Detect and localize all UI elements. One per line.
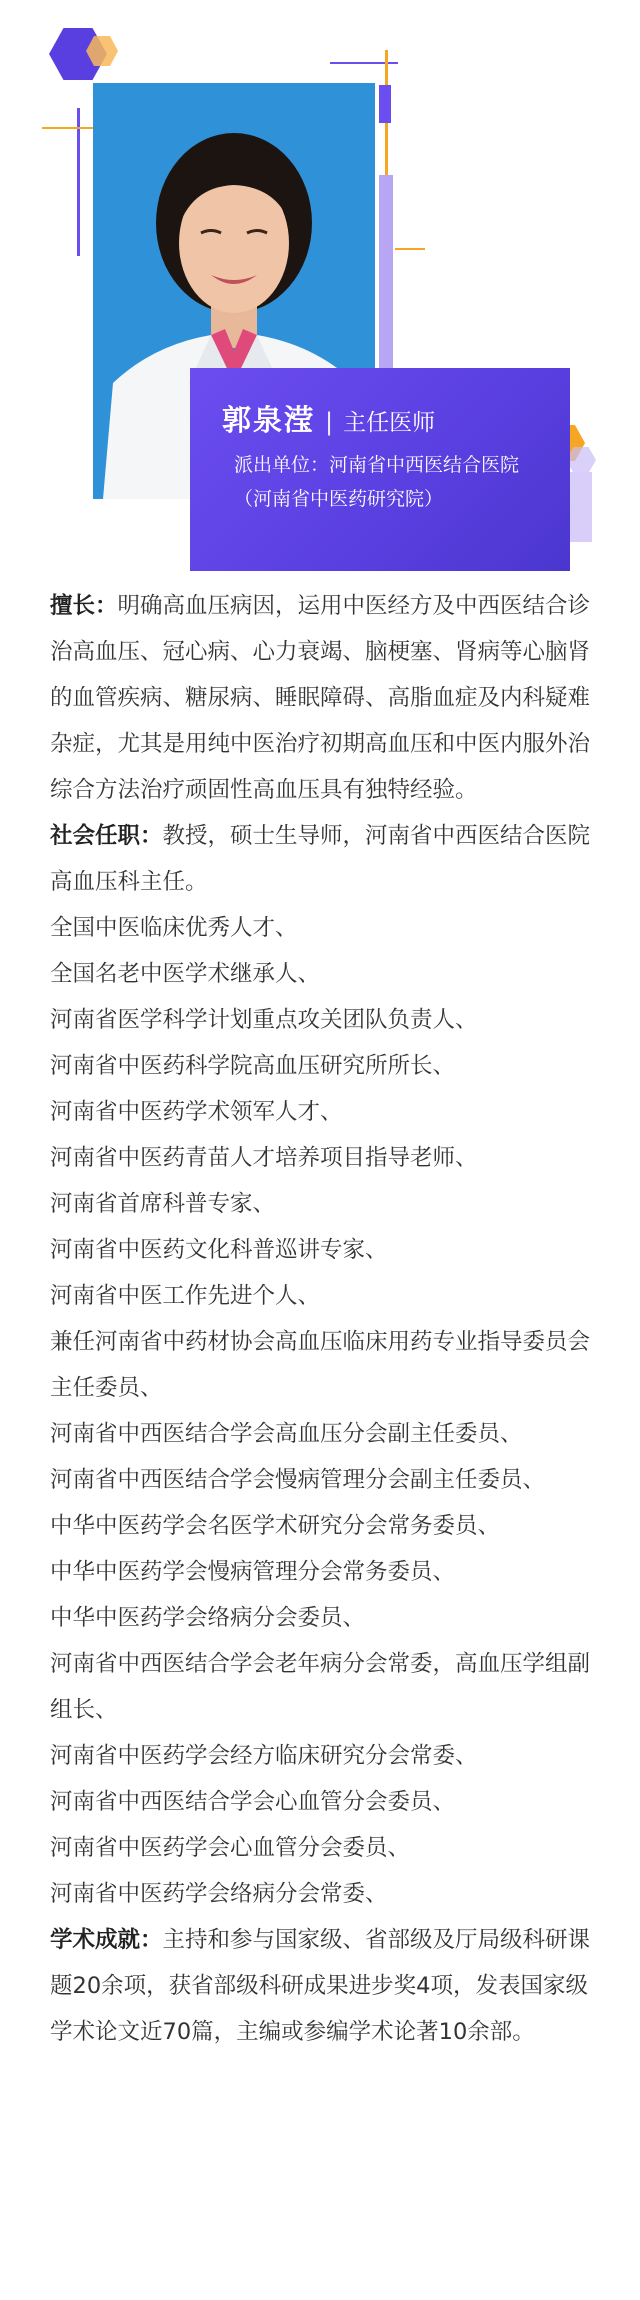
decor-bar-purple-small [379, 85, 391, 123]
position-item: 河南省中医药青苗人才培养项目指导老师、 [50, 1145, 478, 1171]
position-item: 河南省中医药学术领军人才、 [50, 1099, 343, 1125]
position-item: 中华中医药学会慢病管理分会常务委员、 [50, 1559, 456, 1585]
specialty-label: 擅长： [50, 593, 118, 619]
doctor-title: 主任医师 [343, 410, 436, 436]
position-item: 河南省中西医结合学会心血管分会委员、 [50, 1789, 456, 1815]
position-item: 河南省首席科普专家、 [50, 1191, 276, 1217]
position-item: 河南省中医药学会心血管分会委员、 [50, 1835, 411, 1861]
achievements-paragraph [50, 1917, 600, 2055]
position-item: 河南省中西医结合学会老年病分会常委，高血压学组副组长、 [50, 1651, 591, 1723]
profile-content [50, 583, 600, 2055]
position-item: 河南省中医药科学院高血压研究所所长、 [50, 1053, 456, 1079]
achievements-label: 学术成就： [50, 1927, 163, 1953]
position-item: 兼任河南省中药材协会高血压临床用药专业指导委员会主任委员、 [50, 1329, 591, 1401]
position-item: 全国中医临床优秀人才、 [50, 915, 298, 941]
position-item: 全国名老中医学术继承人、 [50, 961, 321, 987]
position-item: 河南省中西医结合学会慢病管理分会副主任委员、 [50, 1467, 546, 1493]
specialty-paragraph [50, 583, 600, 813]
position-item: 河南省中医药文化科普巡讲专家、 [50, 1237, 388, 1263]
name-separator: | [325, 408, 334, 436]
position-item: 河南省中西医结合学会高血压分会副主任委员、 [50, 1421, 523, 1447]
positions-list [50, 905, 600, 1917]
decor-line-horizontal-left [42, 127, 94, 129]
decor-line-vertical-left [77, 108, 80, 256]
positions-label: 社会任职： [50, 823, 163, 849]
position-item: 河南省中医工作先进个人、 [50, 1283, 321, 1309]
decor-line-horizontal-mid-right [395, 248, 425, 250]
position-item: 河南省中医药学会经方临床研究分会常委、 [50, 1743, 478, 1769]
decor-bar-vertical-purple [379, 175, 393, 368]
positions-text: 教授，硕士生导师，河南省中西医结合医院高血压科主任。 [50, 823, 591, 895]
achievements-text: 主持和参与国家级、省部级及厅局级科研课题20余项，获省部级科研成果进步奖4项，发表国家级学术论文近70篇，主编或参编学术论著10余部。 [50, 1927, 591, 2045]
name-row [222, 398, 435, 439]
doctor-name: 郭泉滢 [222, 403, 316, 437]
position-item: 河南省医学科学计划重点攻关团队负责人、 [50, 1007, 478, 1033]
position-item: 河南省中医药学会络病分会常委、 [50, 1881, 388, 1907]
doctor-name-card [190, 368, 570, 571]
specialty-text: 明确高血压病因，运用中医经方及中西医结合诊治高血压、冠心病、心力衰竭、脑梗塞、肾病等心脑肾的血管疾病、糖尿病、睡眠障碍、高脂血症及内科疑难杂症，尤其是用纯中医治疗初期高血压和中医内服外治综合方法治疗顽固性高血压具有独特经验。 [50, 593, 591, 803]
decor-bar-right-light [570, 472, 592, 542]
dispatch-unit: 派出单位：河南省中西医结合医院（河南省中医药研究院） [234, 454, 520, 510]
position-item: 中华中医药学会络病分会委员、 [50, 1605, 366, 1631]
position-item: 中华中医药学会名医学术研究分会常务委员、 [50, 1513, 501, 1539]
positions-paragraph [50, 813, 600, 905]
